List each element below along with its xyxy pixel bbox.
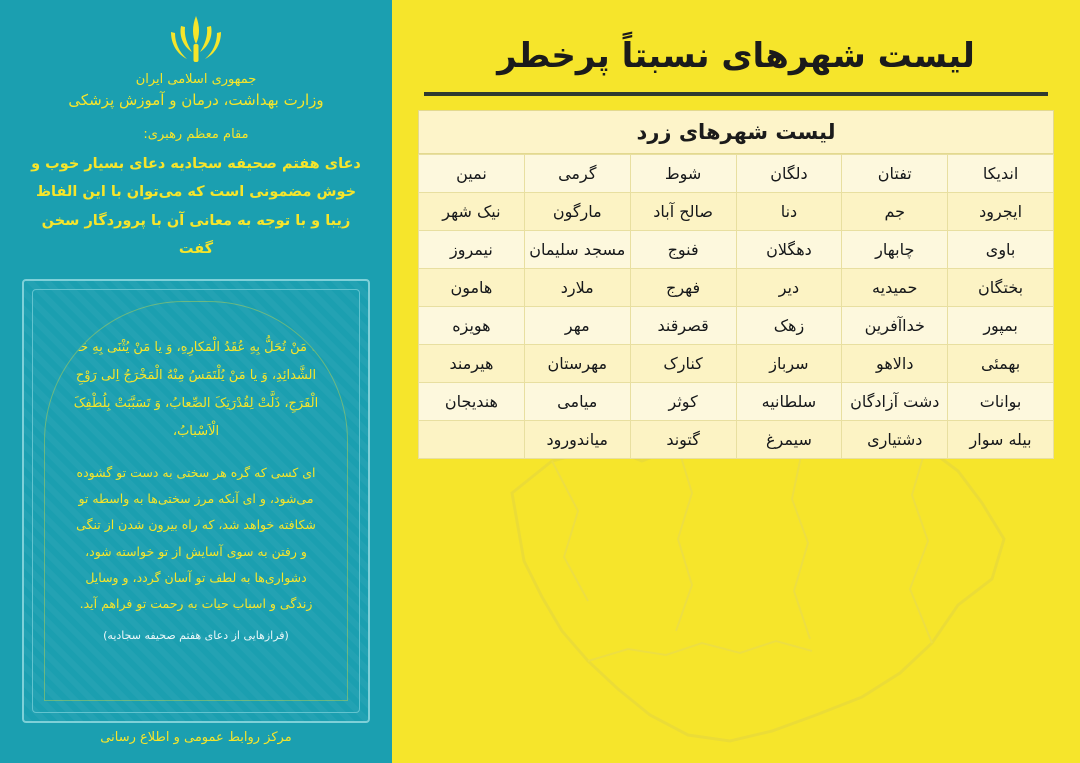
table-row [419, 193, 1054, 231]
city-cell: دیر [736, 269, 842, 307]
city-cell: سیمرغ [736, 421, 842, 459]
city-cell: میاندورود [524, 421, 630, 459]
city-table [418, 154, 1054, 459]
persian-prayer-text: ای کسی که گره هر سختی به دست تو گشوده می‌شود، و ای آنکه مرز سختی‌ها به واسطه تو شکافته خواهد شد، که راه بیرون شدن از تنگی و رفتن به سوی آسایش از تو خواسته شود، دشواری‌ها به لطف تو آسان گردد، و وسایل زندگی و اسباب حیات به رحمت تو فراهم آید. [76, 464, 316, 612]
table-row [419, 345, 1054, 383]
city-cell: نیک شهر [419, 193, 525, 231]
city-cell: مهر [524, 307, 630, 345]
city-cell: نمین [419, 155, 525, 193]
city-cell: دنا [736, 193, 842, 231]
city-cell: فهرج [630, 269, 736, 307]
city-cell: زهک [736, 307, 842, 345]
city-cell: دشتیاری [842, 421, 948, 459]
city-cell: قصرقند [630, 307, 736, 345]
city-cell: میامی [524, 383, 630, 421]
city-cell: نیمروز [419, 231, 525, 269]
city-cell: فنوج [630, 231, 736, 269]
city-cell: دهگلان [736, 231, 842, 269]
city-cell: گتوند [630, 421, 736, 459]
footer-note: مرکز روابط عمومی و اطلاع رسانی [100, 730, 292, 745]
city-cell: سلطانیه [736, 383, 842, 421]
city-cell: تفتان [842, 155, 948, 193]
city-cell: بیله سوار [948, 421, 1054, 459]
table-row [419, 307, 1054, 345]
city-cell: سرباز [736, 345, 842, 383]
city-cell: شوط [630, 155, 736, 193]
arch-inner [44, 301, 348, 701]
city-cell: کنارک [630, 345, 736, 383]
table-row [419, 383, 1054, 421]
city-cell: کوثر [630, 383, 736, 421]
city-cell: صالح آباد [630, 193, 736, 231]
yellow-panel [392, 0, 1080, 763]
city-cell: جم [842, 193, 948, 231]
city-cell: گرمی [524, 155, 630, 193]
city-cell: بوانات [948, 383, 1054, 421]
city-cell: مسجد سلیمان [524, 231, 630, 269]
city-cell: بختگان [948, 269, 1054, 307]
city-cell: دالاهو [842, 345, 948, 383]
page-title: لیست شهرهای نسبتاً پرخطر [497, 36, 975, 76]
table-header-title: لیست شهرهای زرد [418, 110, 1054, 154]
leader-label: مقام معظم رهبری: [143, 127, 249, 142]
city-cell: هیرمند [419, 345, 525, 383]
city-cell: ایجرود [948, 193, 1054, 231]
city-cell: خداآفرین [842, 307, 948, 345]
city-cell: هامون [419, 269, 525, 307]
prayer-source-label: (فرازهایی از دعای هفتم صحیفه سجادیه) [103, 629, 289, 643]
teal-panel [0, 0, 392, 763]
title-divider [424, 92, 1048, 96]
city-cell: مارگون [524, 193, 630, 231]
city-cell: چابهار [842, 231, 948, 269]
city-cell: حمیدیه [842, 269, 948, 307]
table-row [419, 269, 1054, 307]
city-cell: مهرستان [524, 345, 630, 383]
city-cell: هندیجان [419, 383, 525, 421]
city-cell: دشت آزادگان [842, 383, 948, 421]
city-cell: ملارد [524, 269, 630, 307]
ornamental-arch-frame [22, 279, 370, 723]
city-cell: دلگان [736, 155, 842, 193]
city-table-body [419, 155, 1054, 459]
arabic-prayer-text: یا مَنْ تُحَلُّ بِهِ عُقَدُ الْمَکارِهِ، وَ یا مَنْ یُثْنَی بِهِ حَدُّ الشَّدائِدِ، وَ یا مَنْ یُلْتَمَسُ مِنْهُ الْمَخْرَجُ اِلی رَوْحِ الْفَرَجِ، ذَلَّتْ لِقُدْرَتِکَ الصِّعابُ، وَ تَسَبَّبَتْ بِلُطْفِکَ الْاَسْبابُ، [73, 340, 319, 439]
city-cell: اندیکا [948, 155, 1054, 193]
city-cell: بهمئی [948, 345, 1054, 383]
iran-emblem-icon [0, 0, 392, 66]
city-cell: باوی [948, 231, 1054, 269]
city-cell: هویزه [419, 307, 525, 345]
ministry-country-label: جمهوری اسلامی ایران [135, 72, 257, 87]
table-row [419, 421, 1054, 459]
city-cell: بمپور [948, 307, 1054, 345]
leader-quote: دعای هفتم صحیفه سجادیه دعای بسیار خوب و خوش مضمونی است که می‌توان با این الفاظ زیبا و با توجه به معانی آن با پروردگار سخن گفت [31, 156, 361, 257]
table-row [419, 155, 1054, 193]
city-cell-empty [419, 421, 525, 459]
table-row [419, 231, 1054, 269]
ministry-name-label: وزارت بهداشت، درمان و آموزش پزشکی [68, 91, 324, 109]
left-content [392, 0, 1080, 459]
